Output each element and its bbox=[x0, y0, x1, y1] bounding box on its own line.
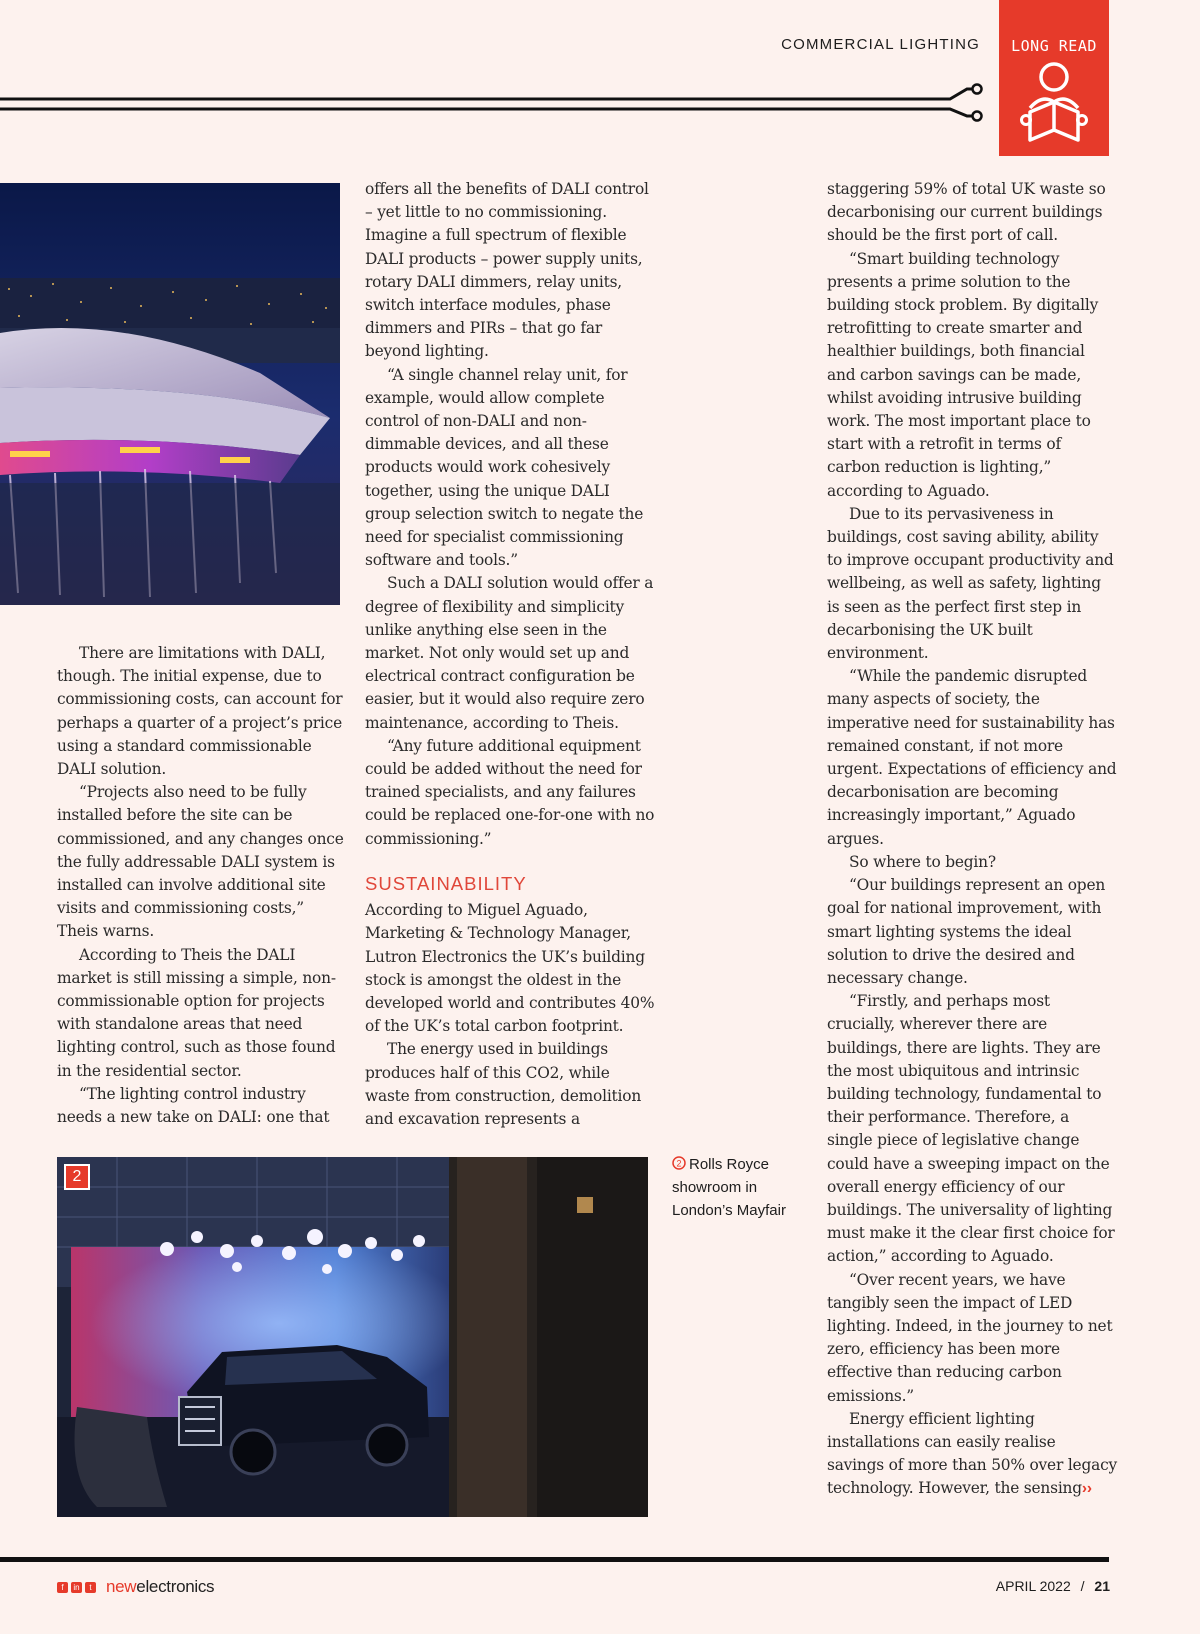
twitter-icon[interactable]: t bbox=[85, 1582, 96, 1593]
paragraph: “Projects also need to be fully installed before the site can be commissioned, and any changes once the fully addressable DALI system is installed can involve additional site visits and commissioning costs,” Theis warns. bbox=[57, 783, 344, 941]
reading-person-icon bbox=[1016, 60, 1092, 146]
paragraph: “Smart building technology presents a prime solution to the building stock problem. By digitally retrofitting to create smarter and healthier buildings, both financial and carbon savings can be made, whilst avoiding intrusive building work. The most important place to start with a retrofit in terms of carbon reduction is lighting,” according to Aguado. bbox=[827, 249, 1099, 500]
footer-page-info bbox=[996, 1578, 1110, 1594]
article-column-2 bbox=[365, 178, 655, 1131]
footer-rule bbox=[0, 1557, 1109, 1562]
paragraph: “Over recent years, we have tangibly seen the impact of LED lighting. Indeed, in the journey to net zero, efficiency has been more effective than reducing carbon emissions.” bbox=[827, 1270, 1113, 1405]
paragraph: “While the pandemic disrupted many aspects of society, the imperative need for sustainability has remained constant, if not more urgent. Expectations of efficiency and decarbonisation are becoming increasingly important,” Aguado argues. bbox=[827, 667, 1117, 848]
paragraph-text: Energy efficient lighting installations can easily realise savings of more than 50% over legacy technology. However, the sensing bbox=[827, 1409, 1117, 1498]
paragraph: So where to begin? bbox=[849, 852, 996, 871]
facebook-icon[interactable]: f bbox=[57, 1582, 68, 1593]
long-read-badge bbox=[999, 0, 1109, 156]
showroom-photo bbox=[57, 1157, 648, 1517]
article-column-3 bbox=[827, 178, 1117, 1501]
caption-number-icon bbox=[672, 1156, 686, 1170]
separator: / bbox=[1080, 1578, 1085, 1594]
paragraph: offers all the benefits of DALI control – yet little to no commissioning. Imagine a full spectrum of flexible DALI products – power supply units, rotary DALI dimmers, relay units, switch interface modules, phase dimmers and PIRs – that go far beyond lighting. bbox=[365, 180, 649, 361]
stadium-photo bbox=[0, 183, 340, 605]
paragraph: According to Theis the DALI market is still missing a simple, non-commissionable option for projects with standalone areas that need lighting control, such as those found in the residential sector. bbox=[57, 945, 336, 1080]
caption-number: 2 bbox=[676, 1158, 682, 1169]
paragraph: “Any future additional equipment could be added without the need for trained specialists, and any failures could be replaced one-for-one with no commissioning.” bbox=[365, 736, 655, 848]
paragraph bbox=[827, 1408, 1117, 1501]
paragraph: “Our buildings represent an open goal for national improvement, with smart lighting systems the ideal solution to drive the desired and necessary change. bbox=[827, 876, 1106, 987]
paragraph: “A single channel relay unit, for example, would allow complete control of non-DALI and non-dimmable devices, and all these products would work cohesively together, using the unique DALI group selection switch to negate the need for specialist commissioning software and tools.” bbox=[365, 365, 644, 570]
badge-label: LONG READ bbox=[1011, 37, 1097, 55]
figure-caption bbox=[672, 1153, 802, 1222]
paragraph: The energy used in buildings produces half of this CO2, while waste from construction, demolition and excavation represents a bbox=[365, 1040, 642, 1128]
paragraph: Such a DALI solution would offer a degree of flexibility and simplicity unlike anything else seen in the market. Not only would set up and electrical contract configuration be easier, but it would also require zero maintenance, according to Theis. bbox=[365, 574, 654, 732]
brand-new: new bbox=[106, 1577, 137, 1596]
circuit-divider bbox=[0, 78, 990, 124]
caption-text: Rolls Royce showroom in London’s Mayfair bbox=[672, 1156, 786, 1219]
issue-date: APRIL 2022 bbox=[995, 1578, 1071, 1594]
linkedin-icon[interactable]: in bbox=[71, 1582, 82, 1593]
paragraph: According to Miguel Aguado, Marketing & Technology Manager, Lutron Electronics the UK’s building stock is amongst the oldest in the developed world and contributes 40% of the UK’s total carbon footprint. bbox=[365, 901, 655, 1036]
brand-logo bbox=[106, 1577, 214, 1597]
paragraph: staggering 59% of total UK waste so decarbonising our current buildings should be the first port of call. bbox=[827, 180, 1106, 245]
paragraph: Due to its pervasiveness in buildings, cost saving ability, ability to improve occupant productivity and wellbeing, as well as safety, lighting is seen as the perfect first step in decarbonising the UK built environment. bbox=[827, 504, 1114, 663]
article-column-1 bbox=[57, 642, 345, 1129]
paragraph: “Firstly, and perhaps most crucially, wherever there are buildings, there are lights. They are the most ubiquitous and intrinsic building technology, fundamental to their performance. Therefore, a single piece of legislative change could have a sweeping impact on the overall energy efficiency of our buildings. The universality of lighting must make it the clear first choice for action,” according to Aguado. bbox=[827, 992, 1115, 1266]
paragraph: “The lighting control industry needs a new take on DALI: one that bbox=[57, 1084, 330, 1127]
subheading-sustainability: SUSTAINABILITY bbox=[365, 872, 527, 894]
continue-mark: ›› bbox=[1081, 1480, 1092, 1498]
section-label: COMMERCIAL LIGHTING bbox=[781, 36, 980, 53]
brand-rest: electronics bbox=[136, 1577, 215, 1596]
page-number: 21 bbox=[1094, 1578, 1110, 1594]
figure-number-badge: 2 bbox=[64, 1164, 90, 1190]
paragraph: There are limitations with DALI, though. The initial expense, due to commissioning costs, can account for perhaps a quarter of a project’s price using a standard commissionable DALI solution. bbox=[57, 644, 343, 779]
footer-brand bbox=[57, 1577, 214, 1597]
